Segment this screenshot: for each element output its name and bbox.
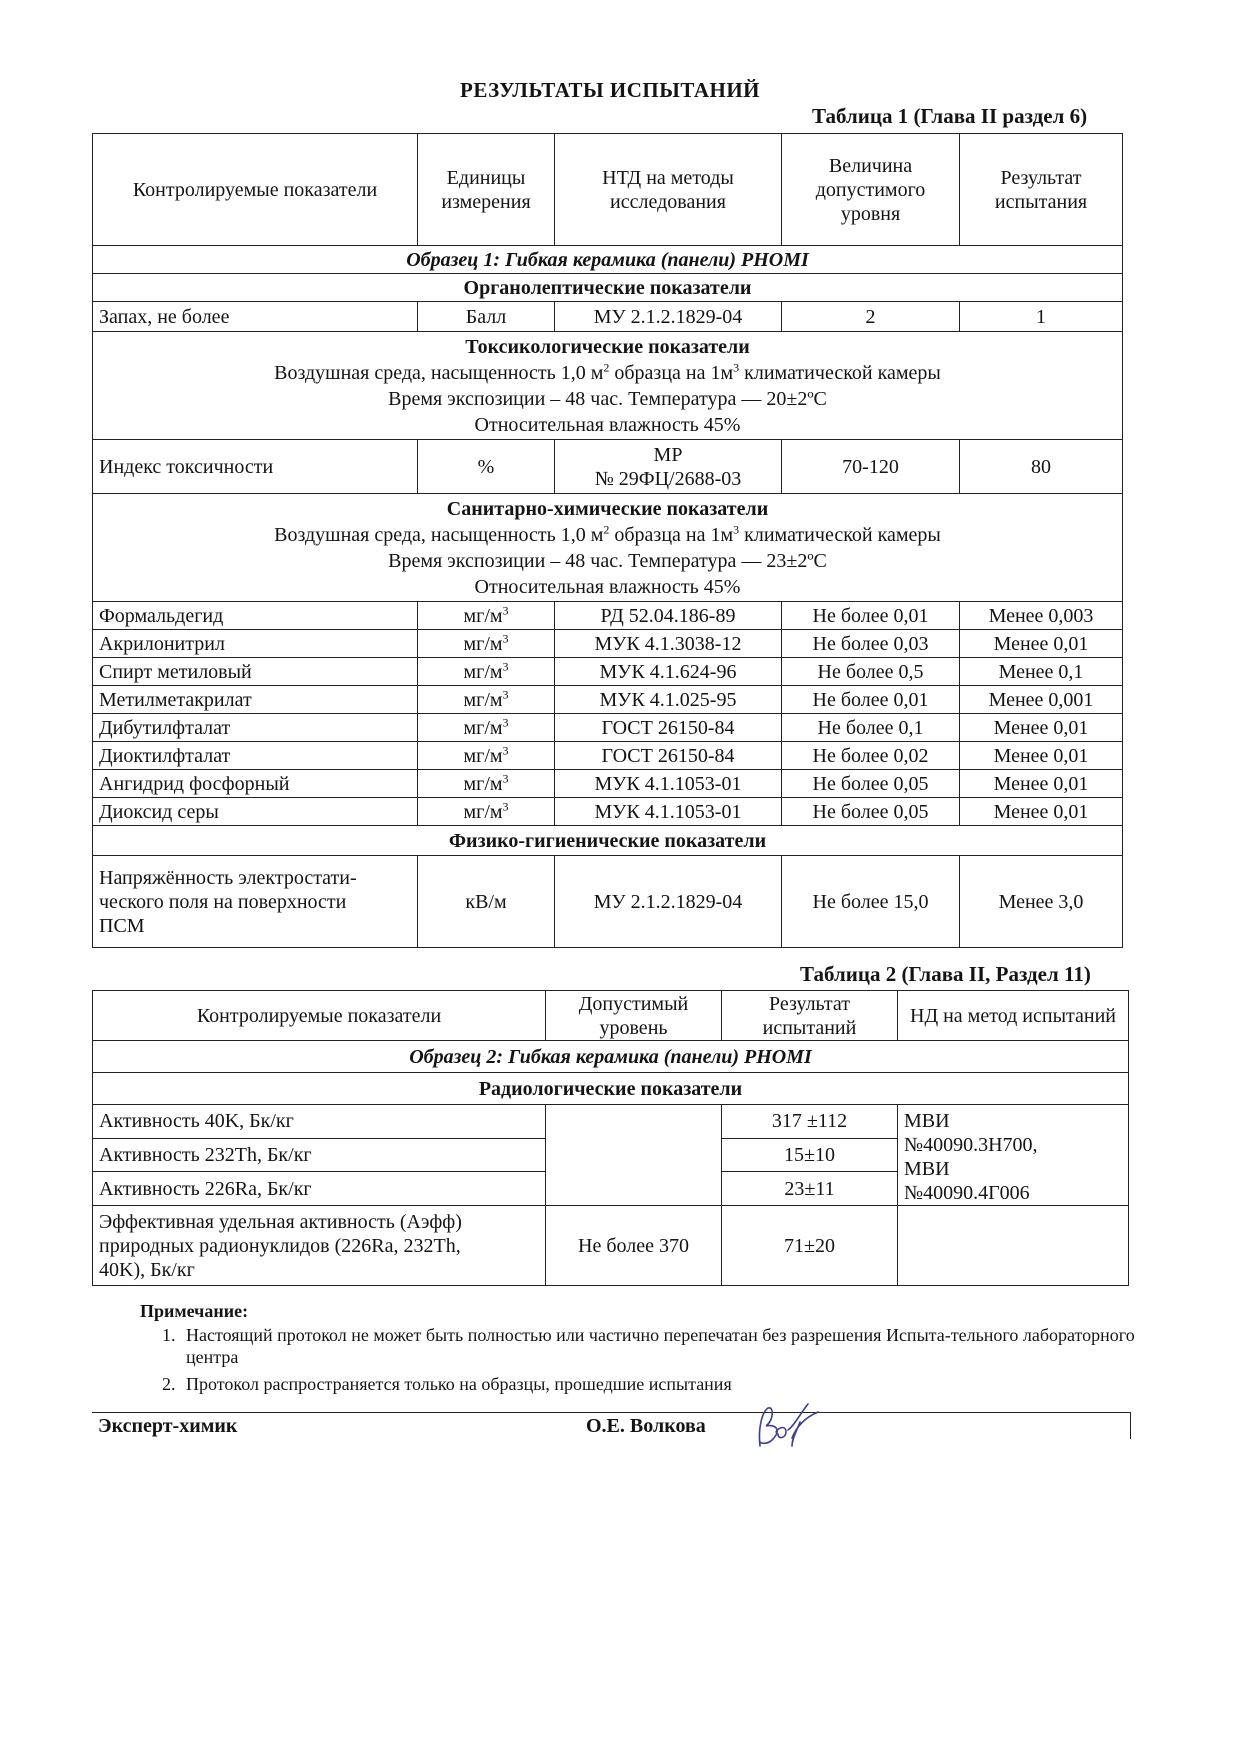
row-result: 80 [960,440,1123,494]
row-unit: $мг/м^3$ [418,770,555,798]
signature-role: Эксперт-химик [92,1413,432,1439]
radiological-section-title: Радиологические показатели [93,1073,1129,1105]
toxicological-condition-time: Время экспозиции – 48 час. Температура — 20±2ºС [388,387,827,410]
row-result: 1 [960,302,1123,332]
row-method: МУК 4.1.3038-12 [555,630,782,658]
row-result: Менее 0,01 [960,770,1123,798]
row-limit: Не более 0,05 [782,798,960,826]
row-result: 15±10 [722,1138,898,1172]
row-name: Ангидрид фосфорный [93,770,418,798]
row-limit: Не более 0,01 [782,602,960,630]
row-unit: кВ/м [418,856,555,948]
physical-section-title: Физико-гигиенические показатели [93,826,1123,856]
row-result: Менее 0,003 [960,602,1123,630]
row-unit: $мг/м^3$ [418,686,555,714]
row-unit: $мг/м^3$ [418,602,555,630]
notes-title: Примечание: [140,1301,249,1321]
row-method-empty [898,1206,1129,1286]
row-name: Спирт метиловый [93,658,418,686]
row-unit: $мг/м^3$ [418,742,555,770]
table-row [93,658,1123,686]
table-row [93,602,1123,630]
row-limit: 70-120 [782,440,960,494]
notes-list [140,1324,1150,1395]
row-method: МУ 2.1.2.1829-04 [555,856,782,948]
toxicological-condition-humidity: Относительная влажность 45% [474,413,741,436]
row-name: Акрилонитрил [93,630,418,658]
table1-header-row [93,134,1123,246]
table-row [93,686,1123,714]
table-row [93,742,1123,770]
row-name: Дибутилфталат [93,714,418,742]
table1 [92,133,1123,948]
row-limit: Не более 0,02 [782,742,960,770]
note-item: 1. Настоящий протокол не может быть полностью или частично перепечатан без разрешения Испыта-тельного лабораторного центра [180,1324,1150,1368]
sample2-title: Образец 2: Гибкая керамика (панели) PHOMI [93,1041,1129,1073]
row-result: 23±11 [722,1172,898,1206]
row-method: РД 52.04.186-89 [555,602,782,630]
row-name: Напряжённость электростати- ческого поля на поверхности ПСМ [93,856,418,948]
row-limit: Не более 0,05 [782,770,960,798]
row-unit: $мг/м^3$ [418,714,555,742]
row-unit: $мг/м^3$ [418,630,555,658]
toxicological-section-title: Токсикологические показатели [465,335,750,358]
row-result: Менее 0,01 [960,630,1123,658]
sanitary-section-title: Санитарно-химические показатели [446,497,769,520]
row-limit: Не более 370 [546,1206,722,1286]
note-item: 2. Протокол распространяется только на образцы, прошедшие испытания [180,1373,1150,1395]
radiological-method: МВИ №40090.3Н700, МВИ №40090.4Г006 [898,1105,1129,1206]
sanitary-section [93,494,1123,602]
row-name: Диоктилфталат [93,742,418,770]
table-row [93,770,1123,798]
row-unit: Балл [418,302,555,332]
row-method: ГОСТ 26150-84 [555,742,782,770]
row-method: МУК 4.1.1053-01 [555,798,782,826]
signature-table [92,1412,1131,1439]
header-indicator: Контролируемые показатели [93,134,418,246]
table-row [93,1206,1129,1286]
row-name: Индекс токсичности [93,440,418,494]
table-row [93,856,1123,948]
table2-header-row [93,991,1129,1041]
row-name: Диоксид серы [93,798,418,826]
row-result: Менее 0,01 [960,742,1123,770]
table1-caption: Таблица 1 (Глава II раздел 6) [812,104,1088,128]
toxicological-section [93,332,1123,440]
row-result: Менее 0,1 [960,658,1123,686]
row-name: Эффективная удельная активность (Аэфф) природных радионуклидов (226Ra, 232Th, 40K), Бк/кг [93,1206,546,1286]
table-row [93,798,1123,826]
row-result: Менее 0,01 [960,714,1123,742]
row-result: 71±20 [722,1206,898,1286]
notes [140,1300,1150,1400]
row-result: Менее 0,01 [960,798,1123,826]
header-indicator: Контролируемые показатели [93,991,546,1041]
row-limit: Не более 0,1 [782,714,960,742]
table-row [93,1105,1129,1139]
row-limit: Не более 15,0 [782,856,960,948]
row-limit-empty [546,1105,722,1206]
page-title: РЕЗУЛЬТАТЫ ИСПЫТАНИЙ [460,78,760,102]
row-name: Метилметакрилат [93,686,418,714]
row-limit: Не более 0,5 [782,658,960,686]
toxicological-condition-saturation: Воздушная среда, насыщенность 1,0 $м^2$ образца на $1м^3$ климатической камеры [274,359,941,384]
row-method: МУК 4.1.1053-01 [555,770,782,798]
row-unit: $мг/м^3$ [418,798,555,826]
row-limit: Не более 0,01 [782,686,960,714]
row-name: Запах, не более [93,302,418,332]
header-method: НТД на методы исследования [555,134,782,246]
signature-image [752,1398,832,1454]
row-result: 317 ±112 [722,1105,898,1139]
row-limit: Не более 0,03 [782,630,960,658]
signature-name: О.Е. Волкова [432,1413,1130,1439]
row-name: Активность 40K, Бк/кг [93,1105,546,1139]
row-method: МУ 2.1.2.1829-04 [555,302,782,332]
table-row [93,630,1123,658]
row-name: Формальдегид [93,602,418,630]
table-row [93,302,1123,332]
row-name: Активность 232Th, Бк/кг [93,1138,546,1172]
row-method: МР № 29ФЦ/2688-03 [555,440,782,494]
row-limit: 2 [782,302,960,332]
header-unit: Единицы измерения [418,134,555,246]
sanitary-condition-saturation: Воздушная среда, насыщенность 1,0 $м^2$ образца на $1м^3$ климатической камеры [274,521,941,546]
header-limit: Допустимый уровень [546,991,722,1041]
header-result: Результат испытания [960,134,1123,246]
row-result: Менее 0,001 [960,686,1123,714]
sample1-title: Образец 1: Гибкая керамика (панели) PHOMI [93,246,1123,274]
table2-caption: Таблица 2 (Глава II, Раздел 11) [800,962,1091,986]
header-method: НД на метод испытаний [898,991,1129,1041]
row-method: ГОСТ 26150-84 [555,714,782,742]
row-unit: % [418,440,555,494]
row-name: Активность 226Ra, Бк/кг [93,1172,546,1206]
row-method: МУК 4.1.025-95 [555,686,782,714]
row-result: Менее 3,0 [960,856,1123,948]
row-unit: $мг/м^3$ [418,658,555,686]
organoleptic-section-title: Органолептические показатели [93,274,1123,302]
sanitary-condition-humidity: Относительная влажность 45% [474,575,741,598]
sanitary-condition-time: Время экспозиции – 48 час. Температура — 23±2ºС [388,549,827,572]
table2 [92,990,1129,1286]
header-limit: Величина допустимого уровня [782,134,960,246]
table-row [93,440,1123,494]
row-method: МУК 4.1.624-96 [555,658,782,686]
table-row [93,714,1123,742]
header-result: Результат испытаний [722,991,898,1041]
